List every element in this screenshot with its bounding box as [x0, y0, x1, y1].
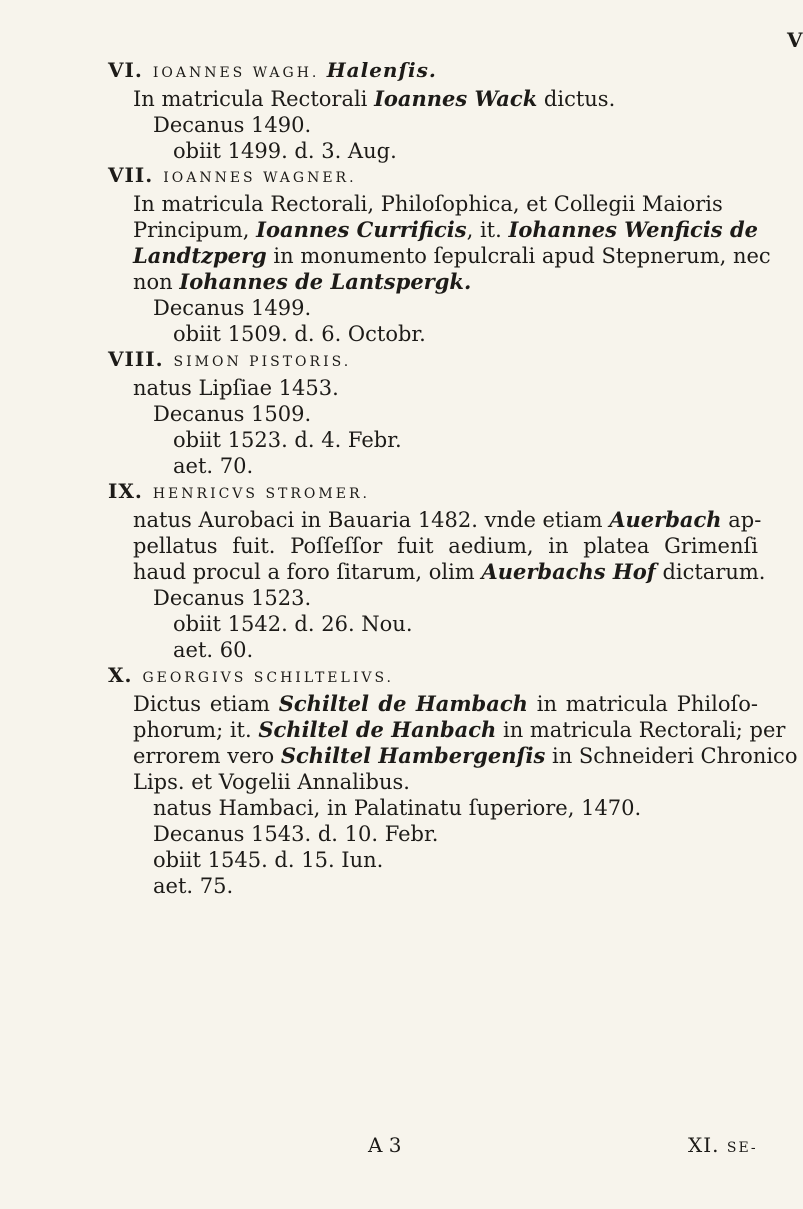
- entry-line: In matricula Rectorali Ioannes Wack dictus.: [133, 86, 616, 111]
- entry-line: errorem vero Schiltel Hambergenſis in Schneideri Chronico: [133, 743, 798, 768]
- entry-name: HENRICVS STROMER.: [152, 486, 370, 502]
- entry-line: Decanus 1509.: [153, 402, 312, 426]
- entry-number: VIII.: [108, 347, 164, 371]
- entry-number: VI.: [108, 58, 143, 82]
- entry-line: aet. 75.: [153, 874, 234, 898]
- entry-heading: [108, 478, 758, 507]
- entry-line: obiit 1545. d. 15. Iun.: [153, 848, 384, 872]
- entry-number: X.: [108, 663, 133, 687]
- entry-line: Decanus 1543. d. 10. Febr.: [153, 822, 439, 846]
- entry-heading: [108, 57, 758, 86]
- entry-name: GEORGIVS SCHILTELIVS.: [142, 670, 395, 686]
- catchword: XI. SE-: [688, 1133, 758, 1157]
- entry-line: natus Lipſiae 1453.: [133, 376, 339, 400]
- entry-line: obiit 1499. d. 3. Aug.: [173, 139, 397, 163]
- entry-line: aet. 60.: [173, 638, 254, 662]
- entry-line: obiit 1509. d. 6. Octobr.: [173, 322, 426, 346]
- entry-vi: [108, 57, 758, 164]
- entry-line: Dictus etiam Schiltel de Hambach in matricula Philoſo-: [133, 691, 758, 716]
- entry-name: IOANNES WAGH.: [152, 65, 320, 81]
- entry-vii: [108, 162, 771, 347]
- entry-name: IOANNES WAGNER.: [163, 170, 357, 186]
- entry-viii: [108, 346, 758, 479]
- entry-name: SIMON PISTORIS.: [173, 354, 352, 370]
- page-marker: V: [787, 28, 803, 52]
- signature-mark: A 3: [368, 1133, 402, 1157]
- entry-epithet: Halenſis.: [326, 58, 437, 82]
- entry-line: obiit 1523. d. 4. Febr.: [173, 428, 402, 452]
- entry-line: Lips. et Vogelii Annalibus.: [133, 770, 410, 794]
- entry-line: natus Hambaci, in Palatinatu ſuperiore, 1470.: [153, 796, 642, 820]
- entry-line: In matricula Rectorali, Philoſophica, et Collegii Maioris: [133, 192, 723, 216]
- entry-line: haud procul a foro ſitarum, olim Auerbachs Hof dictarum.: [133, 559, 766, 584]
- entry-heading: [108, 162, 758, 191]
- entry-number: VII.: [108, 163, 154, 187]
- entry-x: [108, 662, 798, 899]
- entry-line: Decanus 1499.: [153, 296, 312, 320]
- entry-line: obiit 1542. d. 26. Nou.: [173, 612, 413, 636]
- entry-line: Principum, Ioannes Currificis, it. Iohannes Wenficis de: [133, 217, 758, 242]
- entry-heading: [108, 346, 758, 375]
- entry-number: IX.: [108, 479, 143, 503]
- entry-heading: [108, 662, 758, 691]
- entry-line: non Iohannes de Lantspergk.: [133, 269, 472, 294]
- entry-line: Landtzperg in monumento ſepulcrali apud Stepnerum, nec: [133, 243, 771, 268]
- entry-line: Decanus 1523.: [153, 586, 312, 610]
- entry-line: natus Aurobaci in Bauaria 1482. vnde etiam Auerbach ap-: [133, 507, 762, 532]
- entry-line: aet. 70.: [173, 454, 254, 478]
- entry-ix: [108, 478, 766, 663]
- entry-line: phorum; it. Schiltel de Hanbach in matricula Rectorali; per: [133, 717, 786, 742]
- entry-line: pellatus fuit. Poſſeſſor fuit aedium, in platea Grimenſi: [133, 534, 758, 558]
- entry-line: Decanus 1490.: [153, 113, 312, 137]
